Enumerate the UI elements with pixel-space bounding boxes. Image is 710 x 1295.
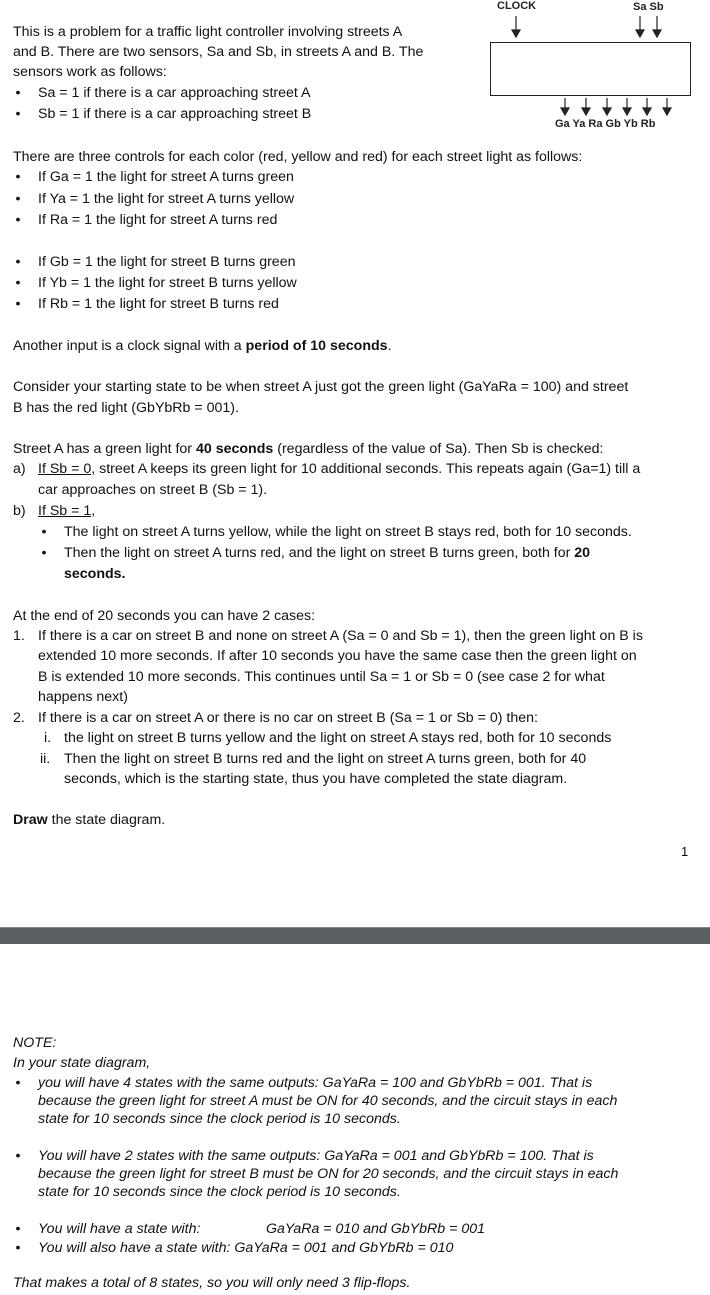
control-bullet: • If Yb = 1 the light for street B turns yellow — [15, 275, 297, 291]
intro-line-2: and B. There are two sensors, Sa and Sb, in streets A and B. The — [13, 44, 424, 60]
intro-line-3: sensors work as follows: — [13, 64, 167, 80]
clock-input-label: CLOCK — [497, 0, 537, 12]
case-2-ii-marker: ii. — [40, 751, 51, 767]
case-2-line: If there is a car on street A or there is no car on street B (Sa = 1 or Sb = 0) then: — [38, 710, 538, 726]
note-bullet-continuation: because the green light for street B must be ON for 20 seconds, and the circuit stays in each — [38, 1166, 619, 1182]
note-bullet-continuation: because the green light for street A must be ON for 40 seconds, and the circuit stays in each — [38, 1093, 618, 1109]
sensor-inputs-label: Sa Sb — [633, 1, 664, 13]
sensor-bullet: • Sb = 1 if there is a car approaching street B — [15, 106, 312, 122]
note-bullet: • You will have a state with: GaYaRa = 010 and GbYbRb = 001 — [15, 1221, 486, 1237]
start-state-line-1: Consider your starting state to be when street A just got the green light (GaYaRa = 100) and street — [13, 379, 629, 395]
outputs-label: Ga Ya Ra Gb Yb Rb — [555, 118, 656, 130]
case-2-i-text: the light on street B turns yellow and the light on street A stays red, both for 10 seconds — [64, 730, 612, 746]
case-b-bullet: • Then the light on street A turns red, and the light on street B turns green, both for 20 — [41, 545, 591, 561]
case-2-marker: 2. — [13, 710, 25, 726]
control-bullet: • If Ya = 1 the light for street A turns yellow — [15, 191, 295, 207]
page-number: 1 — [681, 844, 689, 859]
control-bullet: • If Rb = 1 the light for street B turns red — [15, 296, 279, 312]
end-cases-heading: At the end of 20 seconds you can have 2 cases: — [13, 608, 316, 624]
control-bullet: • If Gb = 1 the light for street B turns green — [15, 254, 296, 270]
case-b-bullet: • The light on street A turns yellow, while the light on street B stays red, both for 10 seconds. — [41, 524, 632, 540]
case-a-line-1: a) If Sb = 0, street A keeps its green light for 10 additional seconds. This repeats again (Ga=1) till a — [13, 461, 641, 477]
draw-instruction: Draw the state diagram. — [13, 812, 166, 828]
note-total: That makes a total of 8 states, so you will only need 3 flip-flops. — [13, 1275, 411, 1291]
case-1-line: extended 10 more seconds. If after 10 seconds you have the same case then the green light on — [38, 648, 637, 664]
start-state-line-2: B has the red light (GbYbRb = 001). — [13, 400, 239, 416]
case-2-ii-text: seconds, which is the starting state, thus you have completed the state diagram. — [64, 771, 568, 787]
case-1-marker: 1. — [13, 628, 25, 644]
case-1-line: B is extended 10 more seconds. This continues until Sa = 1 or Sb = 0 (see case 2 for what — [38, 669, 605, 685]
page-separator — [0, 927, 710, 944]
case-1-line: happens next) — [38, 689, 128, 705]
case-1-line: If there is a car on street B and none on street A (Sa = 0 and Sb = 1), then the green light on B is — [38, 628, 643, 644]
controls-heading: There are three controls for each color (red, yellow and red) for each street light as follows: — [13, 149, 583, 165]
note-bullet-continuation: state for 10 seconds since the clock period is 10 seconds. — [38, 1184, 401, 1200]
note-title: NOTE: — [13, 1035, 57, 1051]
sensor-bullet: • Sa = 1 if there is a car approaching street A — [15, 85, 311, 101]
note-intro: In your state diagram, — [13, 1055, 151, 1071]
case-2-i-marker: i. — [44, 730, 52, 746]
note-bullet: • you will have 4 states with the same outputs: GaYaRa = 100 and GbYbRb = 001. That is — [15, 1075, 593, 1091]
control-bullet: • If Ga = 1 the light for street A turns green — [15, 169, 294, 185]
case-b-bullet-continuation: seconds. — [64, 566, 126, 582]
case-2-ii-text: Then the light on street B turns red and the light on street A turns green, both for 40 — [64, 751, 587, 767]
note-bullet: • You will have 2 states with the same outputs: GaYaRa = 001 and GbYbRb = 100. That is — [15, 1148, 594, 1164]
case-a-line-2: car approaches on street B (Sb = 1). — [38, 482, 268, 498]
case-b-line: b) If Sb = 1, — [13, 503, 96, 519]
street-a-green-text: Street A has a green light for 40 seconds (regardless of the value of Sa). Then Sb is checked: — [13, 441, 604, 457]
control-bullet: • If Ra = 1 the light for street A turns red — [15, 212, 278, 228]
note-bullet: • You will also have a state with: GaYaRa = 001 and GbYbRb = 010 — [15, 1240, 454, 1256]
intro-line-1: This is a problem for a traffic light controller involving streets A — [13, 24, 403, 40]
clock-period-text: Another input is a clock signal with a period of 10 seconds. — [13, 338, 392, 354]
note-bullet-continuation: state for 10 seconds since the clock period is 10 seconds. — [38, 1111, 401, 1127]
